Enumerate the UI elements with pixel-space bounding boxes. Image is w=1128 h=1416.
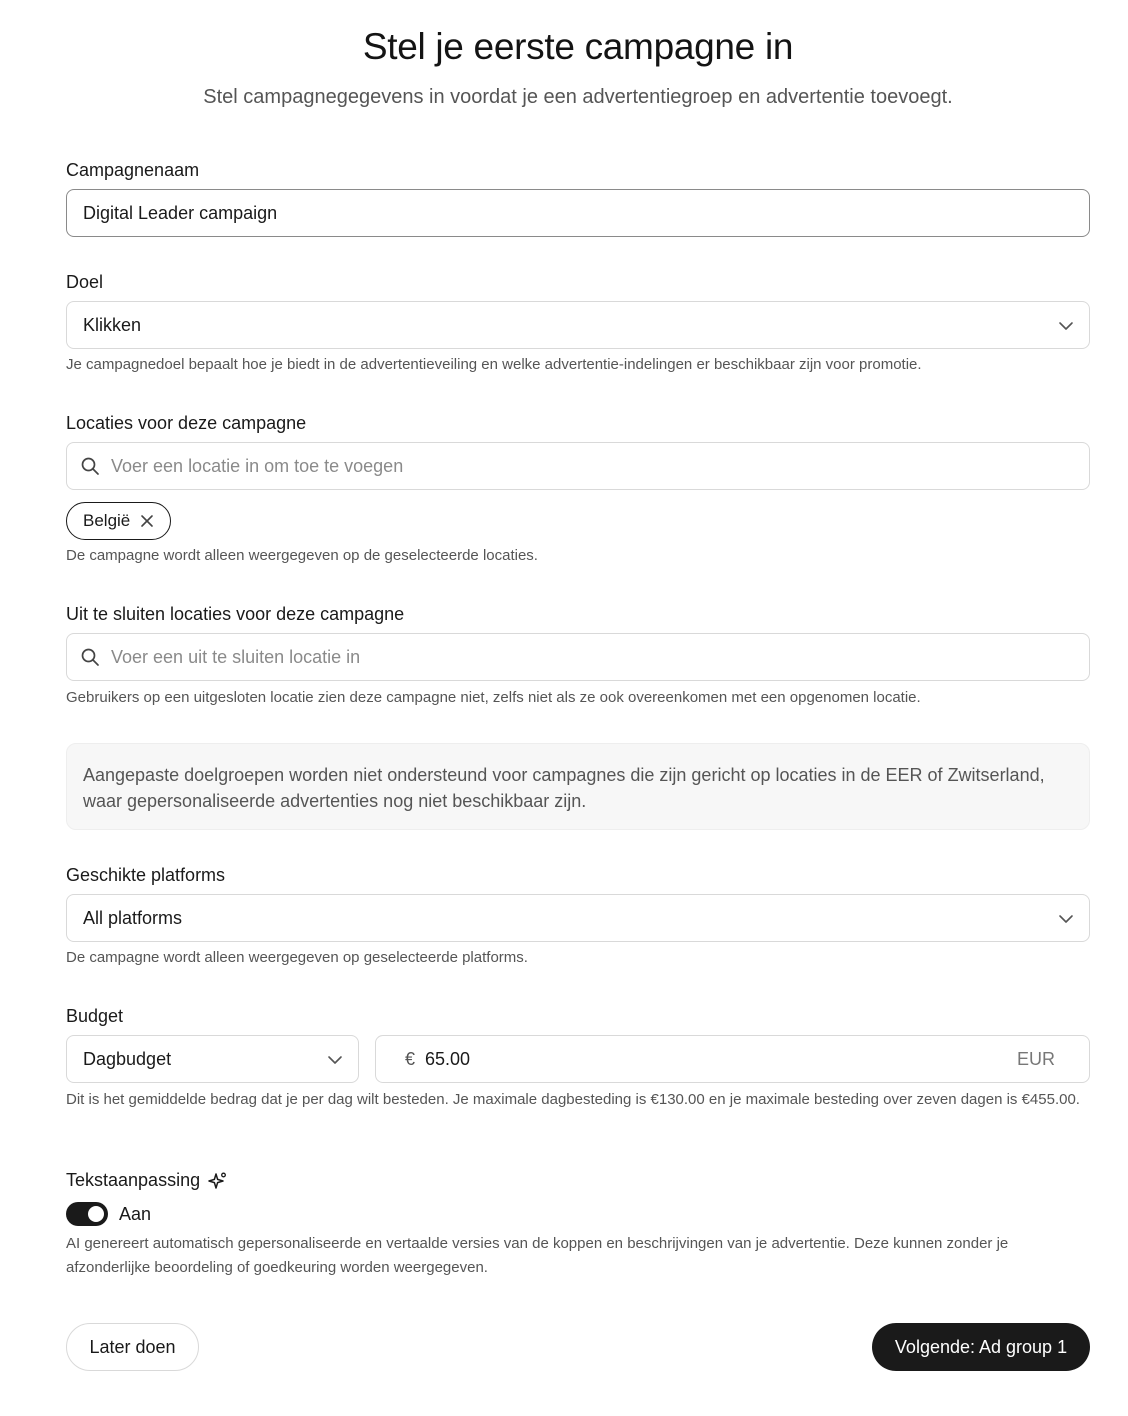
search-icon: [80, 456, 100, 476]
platforms-selected-value: All platforms: [83, 907, 183, 928]
excluded-locations-help-text: Gebruikers op een uitgesloten locatie zien deze campagne niet, zelfs niet als ze ook overeenkomen met een opgenomen locatie.: [66, 689, 921, 706]
page-title: Stel je eerste campagne in: [362, 26, 794, 67]
text-customization-toggle-row: [66, 1202, 151, 1226]
locations-label: Locaties voor deze campagne: [66, 413, 307, 433]
budget-amount-value: 65.00: [425, 1048, 471, 1069]
goal-selected-value: Klikken: [83, 314, 142, 335]
toggle-knob: [88, 1206, 104, 1222]
eea-notice-box: [66, 743, 1090, 830]
toggle-state-label: Aan: [119, 1203, 152, 1224]
excluded-location-placeholder: Voer een uit te sluiten locatie in: [111, 646, 361, 667]
goal-select[interactable]: [66, 301, 1090, 349]
location-search-placeholder: Voer een locatie in om toe te voegen: [111, 455, 404, 476]
platforms-help-text: De campagne wordt alleen weergegeven op geselecteerde platforms.: [66, 949, 528, 966]
text-customization-help-text: AI genereert automatisch gepersonaliseerde en vertaalde versies van de koppen en beschrijvingen van je advertentie. Deze kunnen zonder je afzonderlijke beoordeling of goedkeuring worden weergegeven.: [66, 1235, 1009, 1276]
location-chip-label: België: [83, 511, 131, 530]
page-subtitle: Stel campagnegegevens in voordat je een advertentiegroep en advertentie toevoegt.: [203, 86, 953, 108]
text-customization-header: [66, 1170, 228, 1191]
chevron-down-icon: [326, 1051, 344, 1069]
search-icon: [80, 647, 100, 667]
excluded-locations-label: Uit te sluiten locaties voor deze campagne: [66, 604, 405, 624]
campaign-name-input[interactable]: [66, 189, 1090, 237]
currency-symbol: €: [405, 1048, 416, 1069]
location-chip: [66, 502, 171, 540]
next-button[interactable]: Volgende: Ad group 1: [872, 1323, 1090, 1371]
location-search-input[interactable]: [66, 442, 1090, 490]
text-customization-toggle[interactable]: [66, 1202, 108, 1226]
chevron-down-icon: [1057, 910, 1075, 928]
currency-code: EUR: [1016, 1048, 1055, 1069]
platforms-select[interactable]: [66, 894, 1090, 942]
budget-label: Budget: [66, 1006, 124, 1026]
chevron-down-icon: [1057, 317, 1075, 335]
excluded-location-search-input[interactable]: [66, 633, 1090, 681]
close-icon[interactable]: [140, 514, 154, 528]
sparkle-icon: [208, 1171, 228, 1191]
platforms-label: Geschikte platforms: [66, 865, 226, 885]
budget-help-text: Dit is het gemiddelde bedrag dat je per dag wilt besteden. Je maximale dagbesteding is €130.00 en je maximale besteding over zeven dagen is €455.00.: [66, 1091, 1080, 1108]
text-customization-label: Tekstaanpassing: [66, 1170, 201, 1190]
budget-amount-input[interactable]: [375, 1035, 1090, 1083]
later-button[interactable]: Later doen: [66, 1323, 199, 1371]
budget-type-select[interactable]: [66, 1035, 359, 1083]
eea-notice-text: Aangepaste doelgroepen worden niet ondersteund voor campagnes die zijn gericht op locaties in de EER of Zwitserland, waar gepersonaliseerde advertenties nog niet beschikbaar zijn.: [83, 765, 1045, 811]
locations-help-text: De campagne wordt alleen weergegeven op de geselecteerde locaties.: [66, 547, 538, 564]
campaign-name-label: Campagnenaam: [66, 160, 200, 180]
campaign-name-value: Digital Leader campaign: [83, 202, 278, 223]
goal-help-text: Je campagnedoel bepaalt hoe je biedt in de advertentieveiling en welke advertentie-indelingen er beschikbaar zijn voor promotie.: [66, 356, 922, 373]
goal-label: Doel: [66, 272, 104, 292]
budget-type-value: Dagbudget: [83, 1048, 172, 1069]
